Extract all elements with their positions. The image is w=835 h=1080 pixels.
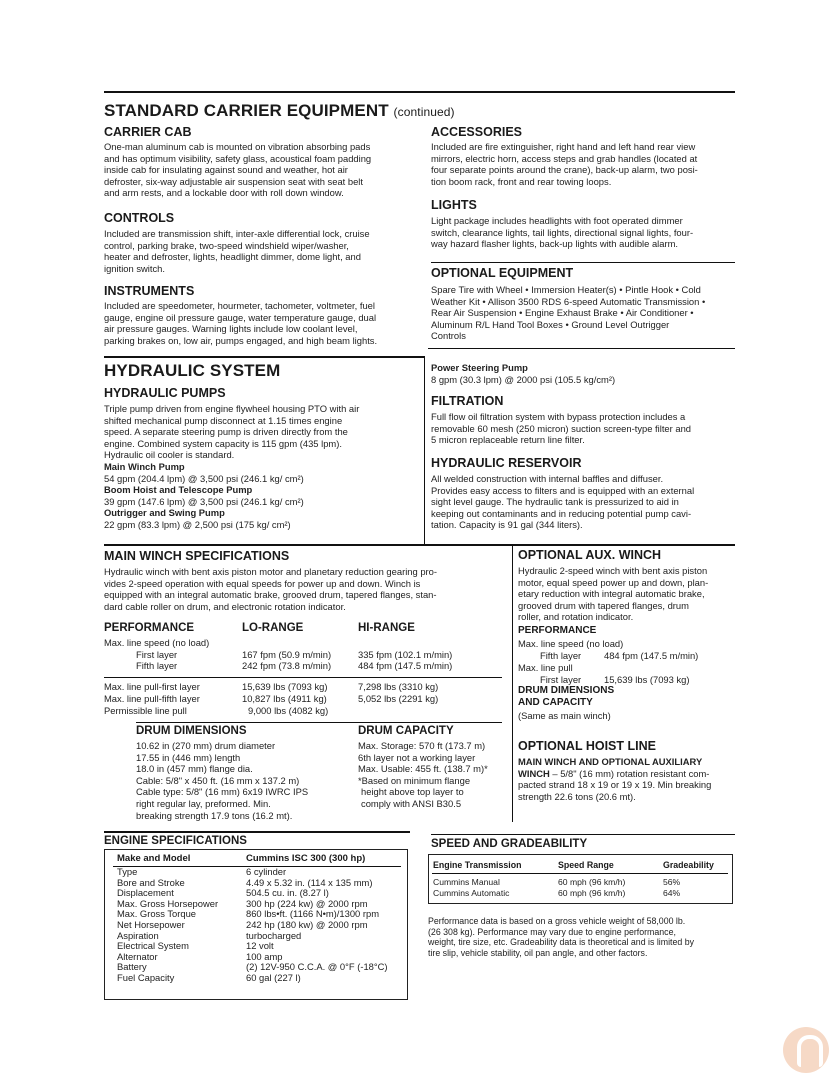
- aux-capacity-heading: AND CAPACITY: [518, 697, 593, 708]
- hydraulic-pumps-heading: HYDRAULIC PUMPS: [104, 386, 226, 400]
- fifth-layer-label: Fifth layer: [136, 660, 178, 671]
- outrigger-pump-value: 22 gpm (83.3 lpm) @ 2,500 psi (175 kg/ cm²): [104, 518, 291, 530]
- main-winch-pump-value: 54 gpm (204.4 lpm) @ 3,500 psi (246.1 kg/ cm²): [104, 472, 304, 484]
- table-row: Battery (2) 12V-950 C.C.A. @ 0°F (-18°C): [117, 961, 388, 973]
- speed-col-grade: Gradeability: [663, 860, 714, 870]
- filtration-heading: FILTRATION: [431, 394, 504, 408]
- table-row: Fuel Capacity 60 gal (227 l): [117, 971, 301, 983]
- speed-row2-range: 60 mph (96 km/h): [558, 888, 626, 898]
- boom-hoist-pump-value: 39 gpm (147.6 lpm) @ 3,500 psi (246.1 kg/ cm²): [104, 495, 304, 507]
- aux-winch-heading: OPTIONAL AUX. WINCH: [518, 548, 662, 562]
- table-row: Type 6 cylinder: [117, 866, 287, 877]
- drum-rule: [136, 722, 502, 723]
- speed-col-range: Speed Range: [558, 860, 614, 870]
- table-row: Net Horsepower 242 hp (180 kw) @ 2000 rpm: [117, 918, 368, 930]
- aux-fifth-layer-label: Fifth layer: [540, 650, 582, 661]
- table-row: Cummins Manual: [433, 877, 500, 887]
- table-row: Alternator 100 amp: [117, 950, 283, 962]
- engine-col-make: Make and Model: [117, 853, 191, 864]
- optional-equipment-heading: OPTIONAL EQUIPMENT: [431, 266, 574, 280]
- controls-text: Included are transmission shift, inter-axle differential lock, cruise control, parking brake, two-speed windshield wiper/washer, heater and defroster, lights, headlight dimmer, dome light, and ignition switch.: [104, 228, 370, 274]
- hoist-line-heading: OPTIONAL HOIST LINE: [518, 739, 656, 753]
- controls-heading: CONTROLS: [104, 211, 175, 225]
- hydraulic-rule-left: [104, 356, 424, 358]
- speed-row1-grade: 56%: [663, 877, 681, 887]
- drum-dimensions-text: 10.62 in (270 mm) drum diameter 17.55 in (446 mm) length 18.0 in (457 mm) flange dia. Cable: 5/8" x 450 ft. (16 mm x 137.2 m) Cable type: 5/8" (16 mm) 6x19 IWRC IPS right regular lay, preformed. Min. breaking strength 17.9 tons (16.2 mt).: [136, 740, 309, 821]
- first-layer-label: First layer: [136, 649, 178, 660]
- engine-rule: [104, 831, 410, 833]
- outrigger-pump-label: Outrigger and Swing Pump: [104, 507, 225, 519]
- table-row: Aspiration turbocharged: [117, 929, 302, 941]
- max-line-speed-label: Max. line speed (no load): [104, 637, 210, 648]
- table-row: Max. Gross Horsepower 300 hp (224 kw) @ 2000 rpm: [117, 897, 368, 909]
- instruments-text: Included are speedometer, hourmeter, tachometer, voltmeter, fuel gauge, engine oil pressure gauge, water temperature gauge, dual air pressure gauges. Warning lights include low coolant level, parking brakes on, low air, pumps engaged, and high beam lights.: [104, 300, 378, 346]
- pull-fifth-label: Max. line pull-fifth layer: [104, 693, 200, 704]
- optional-equipment-rule: [431, 262, 735, 263]
- instruments-heading: INSTRUMENTS: [104, 284, 195, 298]
- aux-winch-divider: [512, 546, 513, 822]
- hydraulic-reservoir-text: All welded construction with internal baffles and diffuser. Provides easy access to filters and is equipped with an external sight level gauge. The hydraulic tank is pressurized to aid in keeping out contaminants and in reducing potential pump cavi- tation. Capacity is 91 gal (344 liters).: [431, 473, 695, 531]
- aux-first-layer-value: 15,639 lbs (7093 kg): [604, 674, 690, 685]
- hydraulic-system-heading: HYDRAULIC SYSTEM: [104, 361, 281, 380]
- speed-col-transmission: Engine Transmission: [433, 860, 522, 870]
- speed-header-rule: [432, 873, 728, 874]
- engine-col-model: Cummins ISC 300 (300 hp): [246, 853, 366, 864]
- carrier-cab-heading: CARRIER CAB: [104, 125, 192, 139]
- optional-equipment-text: Spare Tire with Wheel • Immersion Heater(s) • Pintle Hook • Cold Weather Kit • Allison 3500 RDS 6-speed Automatic Transmission • Rear Air Suspension • Engine Exhaust Brake • Air Conditioner • Aluminum R/L Hand Tool Boxes • Ground Level Outrigger Controls: [431, 284, 706, 342]
- first-layer-hi: 335 fpm (102.1 m/min): [358, 649, 453, 660]
- lights-heading: LIGHTS: [431, 198, 477, 212]
- aux-max-line-pull: Max. line pull: [518, 662, 573, 673]
- top-rule: [104, 91, 735, 93]
- main-winch-rule: [104, 544, 735, 546]
- watermark-logo-icon: [783, 1027, 829, 1073]
- performance-rule: [104, 677, 502, 678]
- permissible-label: Permissible line pull: [104, 705, 187, 716]
- main-winch-pump-label: Main Winch Pump: [104, 460, 185, 472]
- accessories-heading: ACCESSORIES: [431, 125, 522, 139]
- pull-first-lo: 15,639 lbs (7093 kg): [242, 681, 328, 692]
- fifth-layer-lo: 242 fpm (73.8 m/min): [242, 660, 332, 671]
- filtration-text: Full flow oil filtration system with bypass protection includes a removable 60 mesh (250 micron) suction screen-type filter and 5 micron replaceable return line filter.: [431, 411, 692, 446]
- hoist-line-text: MAIN WINCH AND OPTIONAL AUXILIARY WINCH – 5/8" (16 mm) rotation resistant com- pacted strand 18 x 19 or 19 x 19. Min breaking strength 22.6 tons (20.6 mt).: [518, 756, 712, 802]
- power-steering-pump: Power Steering Pump 8 gpm (30.3 lpm) @ 2000 psi (105.5 kg/cm²): [431, 362, 616, 385]
- hydraulic-divider: [424, 356, 425, 544]
- hydraulic-pumps-text: Triple pump driven from engine flywheel housing PTO with air shifted mechanical pump disconnect at 1.15 times engine speed. A separate steering pump is driven directly from the engine. Combined system capacity is 115 gpm (435 lpm). Hydraulic oil cooler is standard. Main Winch Pump 54 gpm (204.4 lpm) @ 3,500 psi (246.1 kg/ cm²) Boom Hoist and Telescope Pump 39 gpm (147.6 lpm) @ 3,500 psi (246.1 kg/ cm²) Outrigger and Swing Pump 22 gpm (83.3 lpm) @ 2,500 psi (175 kg/ cm²): [104, 403, 360, 530]
- hi-range-heading: HI-RANGE: [358, 622, 415, 634]
- engine-rows: [117, 867, 388, 984]
- table-row: Displacement 504.5 cu. in. (8.27 l): [117, 887, 329, 899]
- aux-winch-text: Hydraulic 2-speed winch with bent axis piston motor, equal speed power up and down, plan- etary reduction with integral automatic brake, grooved drum with tapered flanges, drum roller, and rotation indicator.: [518, 565, 709, 623]
- table-row: Bore and Stroke 4.49 x 5.32 in. (114 x 135 mm): [117, 876, 373, 888]
- hydraulic-rule-right: [428, 348, 735, 349]
- page-title: STANDARD CARRIER EQUIPMENT (continued): [104, 101, 455, 120]
- fifth-layer-hi: 484 fpm (147.5 m/min): [358, 660, 453, 671]
- drum-capacity-text: Max. Storage: 570 ft (173.7 m) 6th layer not a working layer Max. Usable: 455 ft. (138.7 m)* *Based on minimum flange height above top layer to comply with ANSI B30.5: [358, 740, 488, 809]
- table-row: Electrical System 12 volt: [117, 940, 274, 952]
- drum-capacity-heading: DRUM CAPACITY: [358, 725, 454, 737]
- main-winch-heading: MAIN WINCH SPECIFICATIONS: [104, 549, 290, 563]
- performance-heading: PERFORMANCE: [104, 622, 195, 634]
- first-layer-lo: 167 fpm (50.9 m/min): [242, 649, 332, 660]
- aux-drum-dim-heading: DRUM DIMENSIONS: [518, 685, 615, 696]
- speed-heading: SPEED AND GRADEABILITY: [431, 838, 588, 850]
- aux-same-as: (Same as main winch): [518, 710, 611, 721]
- pull-first-label: Max. line pull-first layer: [104, 681, 200, 692]
- hydraulic-reservoir-heading: HYDRAULIC RESERVOIR: [431, 456, 582, 470]
- speed-row2-grade: 64%: [663, 888, 681, 898]
- speed-note: Performance data is based on a gross vehicle weight of 58,000 lb. (26 308 kg). Performance may vary due to engine performance, weight, tire size, etc. Gradeability data is theoretical and is limited by tire slip, vehicle stability, oil pan angle, and other factors.: [428, 916, 694, 958]
- speed-row1-range: 60 mph (96 km/h): [558, 877, 626, 887]
- pull-fifth-hi: 5,052 lbs (2291 kg): [358, 693, 439, 704]
- carrier-cab-text: One-man aluminum cab is mounted on vibration absorbing pads and has optimum visibility, safety glass, acoustical foam padding inside cab for insulating against sound and weather, hot air defroster, six-way adjustable air suspension seat with seat belt and arm rests, and a lockable door with roll down window.: [104, 141, 372, 199]
- boom-hoist-pump-label: Boom Hoist and Telescope Pump: [104, 484, 253, 496]
- table-row: Cummins Automatic: [433, 888, 510, 898]
- main-winch-text: Hydraulic winch with bent axis piston motor and planetary reduction gearing pro- vides 2-speed operation with equal speeds for power up and down. Winch is equipped with an integral automatic brake, grooved drum, tapered flanges, stan- dard cable roller on drum, and electronic rotation indicator.: [104, 566, 437, 612]
- drum-dimensions-heading: DRUM DIMENSIONS: [136, 725, 247, 737]
- speed-rule: [431, 834, 735, 835]
- accessories-text: Included are fire extinguisher, right hand and left hand rear view mirrors, electric horn, access steps and grab handles (located at four separate points around the crane), back-up alarm, two posi- tion boom rack, front and rear towing loops.: [431, 141, 698, 187]
- engine-heading: ENGINE SPECIFICATIONS: [104, 835, 247, 847]
- aux-max-line-speed: Max. line speed (no load): [518, 638, 624, 649]
- aux-performance-heading: PERFORMANCE: [518, 625, 597, 636]
- aux-fifth-layer-value: 484 fpm (147.5 m/min): [604, 650, 699, 661]
- aux-first-layer-label: First layer: [540, 674, 582, 685]
- pull-first-hi: 7,298 lbs (3310 kg): [358, 681, 439, 692]
- table-row: Max. Gross Torque 860 lbs•ft. (1166 N•m)/1300 rpm: [117, 908, 380, 920]
- lights-text: Light package includes headlights with foot operated dimmer switch, clearance lights, tail lights, directional signal lights, four- way hazard flasher lights, back-up lights with audible alarm.: [431, 215, 694, 250]
- lo-range-heading: LO-RANGE: [242, 622, 304, 634]
- pull-fifth-lo: 10,827 lbs (4911 kg): [242, 693, 327, 704]
- permissible-lo: 9,000 lbs (4082 kg): [248, 705, 329, 716]
